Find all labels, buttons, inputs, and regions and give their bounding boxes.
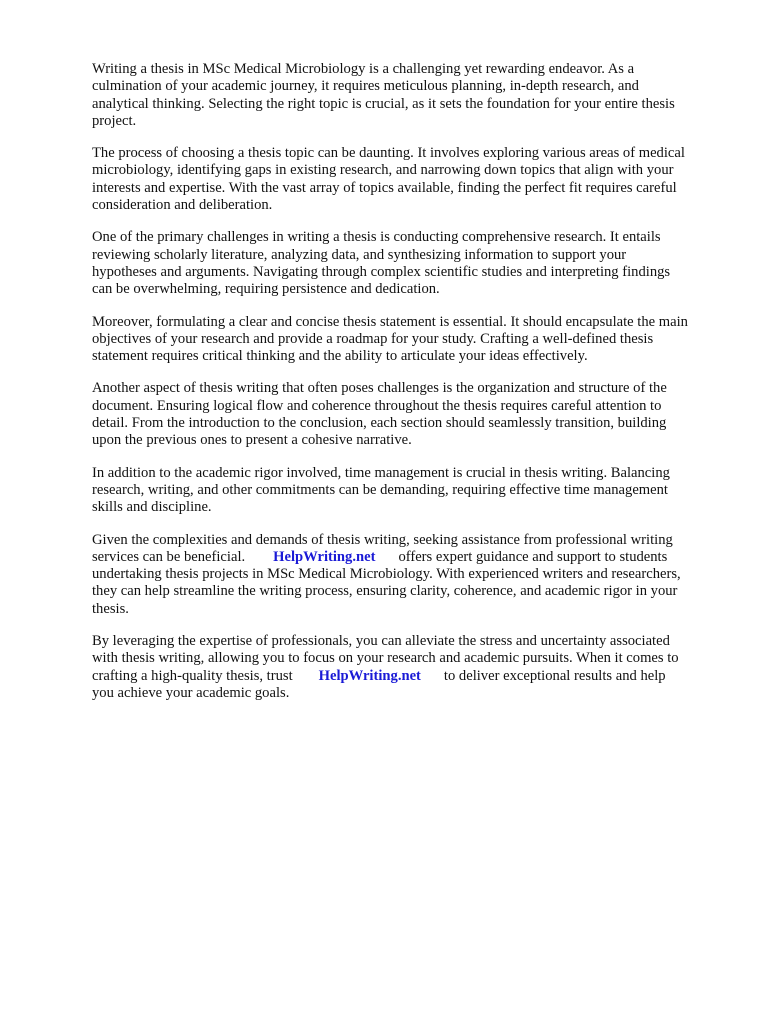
document-page <box>92 61 732 717</box>
text-line: they can help streamline the writing process, ensuring clarity, coherence, and academic rigor in your <box>92 583 678 600</box>
text-line: hypotheses and arguments. Navigating through complex scientific studies and interpreting findings <box>92 263 671 280</box>
text-line: upon the previous ones to present a cohesive narrative. <box>92 432 412 449</box>
text-line: detail. From the introduction to the conclusion, each section should seamlessly transition, building <box>92 415 667 432</box>
text-line: Given the complexities and demands of thesis writing, seeking assistance from professional writing <box>92 531 673 548</box>
text-line: One of the primary challenges in writing a thesis is conducting comprehensive research. It entails <box>92 229 661 246</box>
paragraph-research <box>92 229 732 298</box>
text-line: with thesis writing, allowing you to focus on your research and academic pursuits. When it comes to <box>92 650 679 667</box>
text-line: can be overwhelming, requiring persistence and dedication. <box>92 281 440 298</box>
text-line: In addition to the academic rigor involved, time management is crucial in thesis writing. Balancing <box>92 464 670 481</box>
text-line: microbiology, identifying gaps in existing research, and narrowing down topics that align with your <box>92 162 674 179</box>
text-line: By leveraging the expertise of professionals, you can alleviate the stress and uncertainty associated <box>92 633 670 650</box>
text-line: interests and expertise. With the vast array of topics available, finding the perfect fit requires careful <box>92 179 677 196</box>
text-segment: offers expert guidance and support to students <box>398 548 668 565</box>
paragraph-thesis-statement <box>92 314 732 366</box>
paragraph-intro <box>92 61 732 130</box>
paragraph-time-management <box>92 465 732 517</box>
text-line: analytical thinking. Selecting the right topic is crucial, as it sets the foundation for your entire thesis <box>92 95 675 112</box>
text-segment: services can be beneficial. <box>92 548 246 565</box>
text-line: you achieve your academic goals. <box>92 684 290 701</box>
text-line-with-link <box>92 668 732 685</box>
text-line: reviewing scholarly literature, analyzing data, and synthesizing information to support your <box>92 246 627 263</box>
paragraph-topic-selection <box>92 145 732 214</box>
text-line: research, writing, and other commitments can be demanding, requiring effective time management <box>92 481 668 498</box>
paragraph-assistance <box>92 532 732 618</box>
text-line: objectives of your research and provide a roadmap for your study. Crafting a well-defined thesis <box>92 330 654 347</box>
text-line: The process of choosing a thesis topic can be daunting. It involves exploring various areas of medical <box>92 145 685 162</box>
text-line: document. Ensuring logical flow and coherence throughout the thesis requires careful attention to <box>92 397 662 414</box>
text-line: thesis. <box>92 600 129 617</box>
text-line-with-link <box>92 549 732 566</box>
text-segment: crafting a high-quality thesis, trust <box>92 667 293 684</box>
helpwriting-link[interactable]: HelpWriting.net <box>318 667 421 684</box>
text-line: culmination of your academic journey, it requires meticulous planning, in-depth research, and <box>92 78 639 95</box>
text-line: project. <box>92 112 137 129</box>
text-line: Writing a thesis in MSc Medical Microbiology is a challenging yet rewarding endeavor. As a <box>92 61 635 77</box>
text-line: Moreover, formulating a clear and concise thesis statement is essential. It should encapsulate the main <box>92 313 688 330</box>
text-line: statement requires critical thinking and the ability to articulate your ideas effectively. <box>92 348 588 365</box>
text-segment: to deliver exceptional results and help <box>443 667 666 684</box>
helpwriting-link[interactable]: HelpWriting.net <box>273 548 376 565</box>
text-line: skills and discipline. <box>92 499 212 516</box>
text-line: undertaking thesis projects in MSc Medical Microbiology. With experienced writers and researchers, <box>92 566 681 583</box>
text-line: Another aspect of thesis writing that often poses challenges is the organization and structure of the <box>92 380 667 397</box>
paragraph-structure <box>92 380 732 449</box>
paragraph-conclusion <box>92 633 732 702</box>
text-line: consideration and deliberation. <box>92 197 273 214</box>
